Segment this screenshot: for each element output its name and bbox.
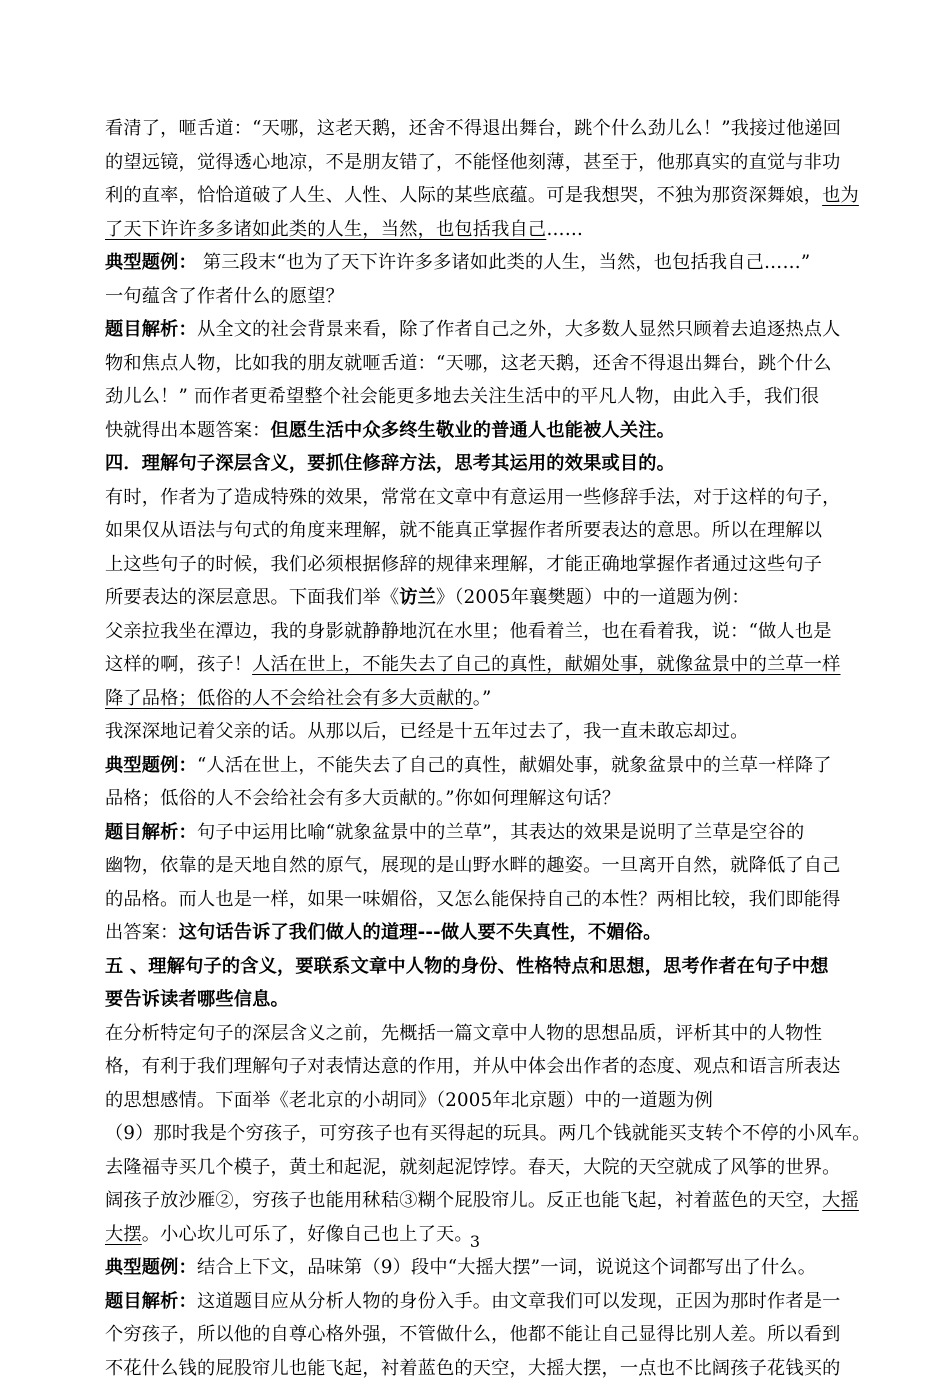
bold-text: 典型题例：	[105, 755, 197, 776]
text-segment: 有时，作者为了造成特殊的效果，常常在文章中有意运用一些修辞手法，对于这样的句子，	[105, 487, 841, 508]
bold-text: 这句话告诉了我们做人的道理---做人要不失真性，不媚俗。	[179, 922, 662, 943]
text-segment: 上这些句子的时候，我们必须根据修辞的规律来理解，才能正确地掌握作者通过这些句子	[105, 554, 822, 575]
text-segment: 幽物，依靠的是天地自然的原气，展现的是山野水畔的趣姿。一旦离开自然，就降低了自己	[105, 855, 841, 876]
text-line	[105, 916, 850, 950]
text-segment: 一句蕴含了作者什么的愿望？	[105, 286, 344, 307]
text-line	[105, 280, 850, 314]
text-line	[105, 112, 850, 146]
text-segment: 品格；低俗的人不会给社会有多大贡献的。”你如何理解这句话？	[105, 788, 620, 809]
text-segment: 。”	[473, 688, 492, 709]
text-segment: 去隆福寺买几个模子，黄土和起泥，就刻起泥饽饽。春天，大院的天空就成了风筝的世界。	[105, 1157, 841, 1178]
text-segment: 劲儿么！” 而作者更希望整个社会能更多地去关注生活中的平凡人物，由此入手，我们很	[105, 386, 819, 407]
bold-text: 题目解析：	[105, 822, 197, 843]
document-body	[105, 112, 850, 1385]
text-line	[105, 514, 850, 548]
text-segment: 句子中运用比喻“就象盆景中的兰草”，其表达的效果是说明了兰草是空谷的	[197, 822, 804, 843]
text-segment: 不花什么钱的屁股帘儿也能飞起，衬着蓝色的天空，大摇大摆，一点也不比阔孩子花钱买的	[105, 1358, 841, 1379]
text-line	[105, 581, 850, 615]
text-segment: （9）那时我是个穷孩子，可穷孩子也有买得起的玩具。两几个钱就能买支转个不停的小风车。	[105, 1123, 871, 1144]
text-line	[105, 447, 850, 481]
text-line	[105, 1285, 850, 1319]
text-segment: 》（2005年襄樊题）中的一道题为例：	[436, 587, 750, 608]
text-line	[105, 615, 850, 649]
bold-text: 典型题例：	[105, 252, 197, 273]
text-line	[105, 347, 850, 381]
underlined-text: 人活在世上，不能失去了自己的真性，献媚处事，就像盆景中的兰草一样	[252, 654, 840, 675]
page-number: 3	[0, 1232, 950, 1251]
underlined-text: 降了品格；低俗的人不会给社会有多大贡献的	[105, 688, 473, 709]
text-segment: 这样的啊，孩子！	[105, 654, 252, 675]
text-line	[105, 983, 850, 1017]
bold-text: 典型题例：	[105, 1257, 197, 1278]
text-segment: 的思想感情。下面举《老北京的小胡同》（2005年北京题）中的一道题为例	[105, 1090, 713, 1111]
text-segment: ……	[546, 219, 583, 240]
text-line	[105, 548, 850, 582]
text-segment: 的望远镜，觉得透心地凉，不是朋友错了，不能怪他刻薄，甚至于，他那真实的直觉与非功	[105, 152, 841, 173]
text-segment: 看清了，咂舌道：“天哪，这老天鹅，还舍不得退出舞台，跳个什么劲儿么！”我接过他递回	[105, 118, 841, 139]
text-segment: 出答案：	[105, 922, 179, 943]
text-line	[105, 1017, 850, 1051]
text-line	[105, 749, 850, 783]
text-line	[105, 1251, 850, 1285]
text-line	[105, 648, 850, 682]
text-line	[105, 782, 850, 816]
text-line	[105, 1117, 850, 1151]
text-line	[105, 146, 850, 180]
bold-text: 但愿生活中众多终生敬业的普通人也能被人关注。	[271, 420, 676, 441]
text-segment: 的品格。而人也是一样，如果一味媚俗，又怎么能保持自己的本性？两相比较，我们即能得	[105, 889, 841, 910]
bold-text: 四．理解句子深层含义，要抓住修辞方法，思考其运用的效果或目的。	[105, 453, 675, 474]
text-line	[105, 481, 850, 515]
text-segment: 阔孩子放沙雁②，穷孩子也能用秫秸③糊个屁股帘儿。反正也能飞起，衬着蓝色的天空，	[105, 1190, 822, 1211]
text-segment: 。小心坎儿可乐了，好像自己也上了天。	[142, 1224, 473, 1245]
underlined-text: 大摆	[105, 1224, 142, 1245]
text-line	[105, 1352, 850, 1385]
text-line	[105, 1050, 850, 1084]
underlined-text: 也为	[822, 185, 859, 206]
text-line	[105, 1084, 850, 1118]
text-line	[105, 950, 850, 984]
text-line	[105, 849, 850, 883]
text-line	[105, 246, 850, 280]
text-segment: 在分析特定句子的深层含义之前，先概括一篇文章中人物的思想品质，评析其中的人物性	[105, 1023, 822, 1044]
text-line	[105, 1318, 850, 1352]
bold-text: 题目解析：	[105, 319, 197, 340]
underlined-text: 大摇	[822, 1190, 859, 1211]
text-segment: 格，有利于我们理解句子对表情达意的作用，并从中体会出作者的态度、观点和语言所表达	[105, 1056, 841, 1077]
text-segment: 个穷孩子，所以他的自尊心格外强，不管做什么，他都不能让自己显得比别人差。所以看到	[105, 1324, 841, 1345]
text-line	[105, 380, 850, 414]
text-line	[105, 313, 850, 347]
text-segment: “人活在世上，不能失去了自己的真性，献媚处事，就象盆景中的兰草一样降了	[197, 755, 832, 776]
text-line	[105, 816, 850, 850]
text-line	[105, 1151, 850, 1185]
text-line	[105, 213, 850, 247]
text-segment: 物和焦点人物，比如我的朋友就咂舌道：“天哪，这老天鹅，还舍不得退出舞台，跳个什么	[105, 353, 832, 374]
text-segment: 利的直率，恰恰道破了人生、人性、人际的某些底蕴。可是我想哭，不独为那资深舞娘，	[105, 185, 822, 206]
bold-text: 访兰	[399, 587, 436, 608]
text-line	[105, 682, 850, 716]
text-segment: 第三段末“也为了天下许许多多诸如此类的人生，当然，也包括我自己……”	[197, 252, 810, 273]
text-segment: 结合上下文，品味第（9）段中“大摇大摆”一词，说说这个词都写出了什么。	[197, 1257, 816, 1278]
text-segment: 从全文的社会背景来看，除了作者自己之外，大多数人显然只顾着去追逐热点人	[197, 319, 841, 340]
bold-text: 五 、理解句子的含义，要联系文章中人物的身份、性格特点和思想，思考作者在句子中想	[105, 956, 829, 977]
text-line	[105, 715, 850, 749]
text-segment: 我深深地记着父亲的话。从那以后，已经是十五年过去了，我一直未敢忘却过。	[105, 721, 749, 742]
text-segment: 这道题目应从分析人物的身份入手。由文章我们可以发现，正因为那时作者是一	[197, 1291, 841, 1312]
text-line	[105, 179, 850, 213]
text-line	[105, 1184, 850, 1218]
bold-text: 要告诉读者哪些信息。	[105, 989, 289, 1010]
text-line	[105, 414, 850, 448]
text-segment: 快就得出本题答案：	[105, 420, 271, 441]
text-segment: 父亲拉我坐在潭边，我的身影就静静地沉在水里；他看着兰，也在看着我，说：“做人也是	[105, 621, 832, 642]
text-line	[105, 883, 850, 917]
text-segment: 如果仅从语法与句式的角度来理解，就不能真正掌握作者所要表达的意思。所以在理解以	[105, 520, 822, 541]
bold-text: 题目解析：	[105, 1291, 197, 1312]
underlined-text: 了天下许许多多诸如此类的人生，当然，也包括我自己	[105, 219, 546, 240]
text-segment: 所要表达的深层意思。下面我们举《	[105, 587, 399, 608]
